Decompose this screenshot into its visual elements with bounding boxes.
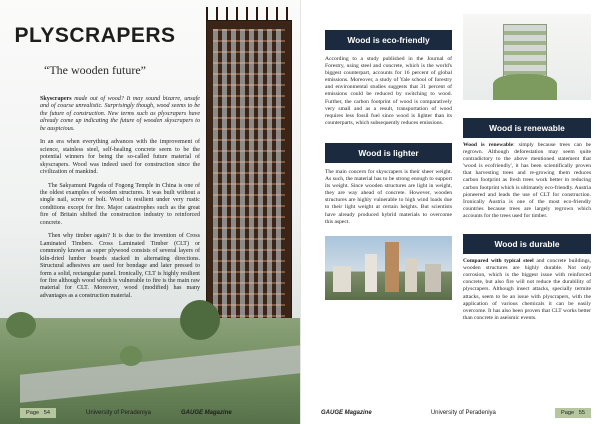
wooden-tower-image xyxy=(206,20,292,350)
section-text-renewable xyxy=(463,142,591,220)
page-number-badge xyxy=(555,408,591,418)
paragraph-2: The Sakyamuni Pagoda of Fogong Temple in China is one of the oldest examples of wooden structures. It was built without a single nail, screw or bolt. Wood is resilient under very rustic conditions except for fire. Major catastrophes such as the great fire of Britain shifted the construction industry to reinforced concrete. xyxy=(40,182,200,226)
page-number: 55 xyxy=(578,410,585,416)
page-number-badge xyxy=(20,408,56,418)
right-page xyxy=(300,0,600,424)
durable-lead: Compared with typical steel xyxy=(463,258,534,265)
section-heading-lighter: Wood is lighter xyxy=(325,143,452,163)
renewable-lead: Wood is renewable xyxy=(463,142,514,148)
page-label: Page xyxy=(26,410,40,416)
page-subtitle: “The wooden future” xyxy=(44,63,146,77)
section-heading-eco: Wood is eco-friendly xyxy=(325,30,452,50)
paragraph-1: In an era when everything advances with the improvement of science, stainless steel, self-healing concrete seem to be the potential winners for being the so-called future material of skyscrapers. Wood was indeed used for construction since the civilization of mankind. xyxy=(40,139,200,176)
page-number: 54 xyxy=(43,410,50,416)
intro-lead: Skyscrapers xyxy=(40,96,72,102)
column-b xyxy=(463,14,591,322)
paragraph-3: Then why timber again? It is due to the invention of Cross Laminated Timbers. Cross Laminated Timber (CLT) or commonly known as super plywood consists of several layers of kiln-dried lumber boards stacked in alternating directions. Structural adhesives are used for bondage and later pressed to form a solid, rectangular panel. Ironically, CLT is highly resilient for fire although wood which is vulnerable to fire is the main raw material for CLT. Moreover, wood (modified) has many advantages as a construction material. xyxy=(40,233,200,299)
intro-paragraph xyxy=(40,96,200,133)
right-footer xyxy=(321,408,591,418)
column-a xyxy=(325,30,452,300)
durable-text: and concrete buildings, wooden structures are highly durable. Not only corrosion, which is the biggest issue with reinforced concrete, but also fire will not reduce the durability of plyscrapers. Although insect attacks, specially termite attacks, seem to be an issue with plyscrapers, with the application of various chemicals it can be easily overcome. It has also been proven that CLT works better than concrete in aseismic events. xyxy=(463,258,591,321)
left-article-body xyxy=(40,96,200,306)
footer-university: University of Peradeniya xyxy=(85,410,152,416)
footer-magazine: GAUGE Magazine xyxy=(321,410,372,416)
renewable-text: : simply because trees can be regrown. Although deforestation may seem quite contradictory to the above mentioned statement that 'wood is ecofriendly', it has been scientifically proven that harvesting trees and re-growing them reduces carbon footprint as fresh trees work better in reducing carbon footprint which is ultimately eco-friendly. Austria pioneered and leads the use of CLT for construction. Ironically Austria is one of the most eco-friendly countries because trees are largely regrown which accounts for the trees used for timber. xyxy=(463,142,591,219)
page-title: PLYSCRAPERS xyxy=(14,24,176,47)
tree-image xyxy=(6,312,36,338)
section-heading-durable: Wood is durable xyxy=(463,234,591,254)
wood-building-photo xyxy=(463,14,591,100)
footer-university: University of Peradeniya xyxy=(430,410,496,416)
section-text-lighter: The main concern for skyscrapers is their sheer weight. As such, the material has to be strong enough to support its weight. Since wooden structures are light in weight, they are way ahead of concrete. However, wooden structures are highly vulnerable to high wind loads due to their light weight at certain heights. But scientists have already produced hybrid materials to overcome this aspect. xyxy=(325,168,452,225)
footer-magazine: GAUGE Magazine xyxy=(181,410,232,416)
city-photo xyxy=(325,236,452,300)
section-heading-renewable: Wood is renewable xyxy=(463,118,591,138)
intro-text: made out of wood? It may sound bizarre, unsafe and of course unrealistic. Surprisingly though, wood seems to be the future of construction. New terms such as plyscrapers have already come up indicating the future of wooden skyscrapers to be auspicious. xyxy=(40,96,200,132)
section-text-eco: According to a study published in the Journal of Forestry, using steel and concrete, which is the world's biggest counterpart, accounts for 16 percent of global emissions. Moreover, a study of Yale school of forestry and environmental studies suggests that 31 percent of emissions could be reduced by switching to wood. Further, the carbon footprint of wood is comparatively very small and as a result, transportation of wood requires less fossil fuel since wood is lighter than its counterparts, which subsequently reduces emissions. xyxy=(325,56,452,126)
tree-image xyxy=(120,346,142,366)
left-footer xyxy=(20,408,232,418)
page-label: Page xyxy=(561,410,575,416)
section-text-durable xyxy=(463,258,591,322)
